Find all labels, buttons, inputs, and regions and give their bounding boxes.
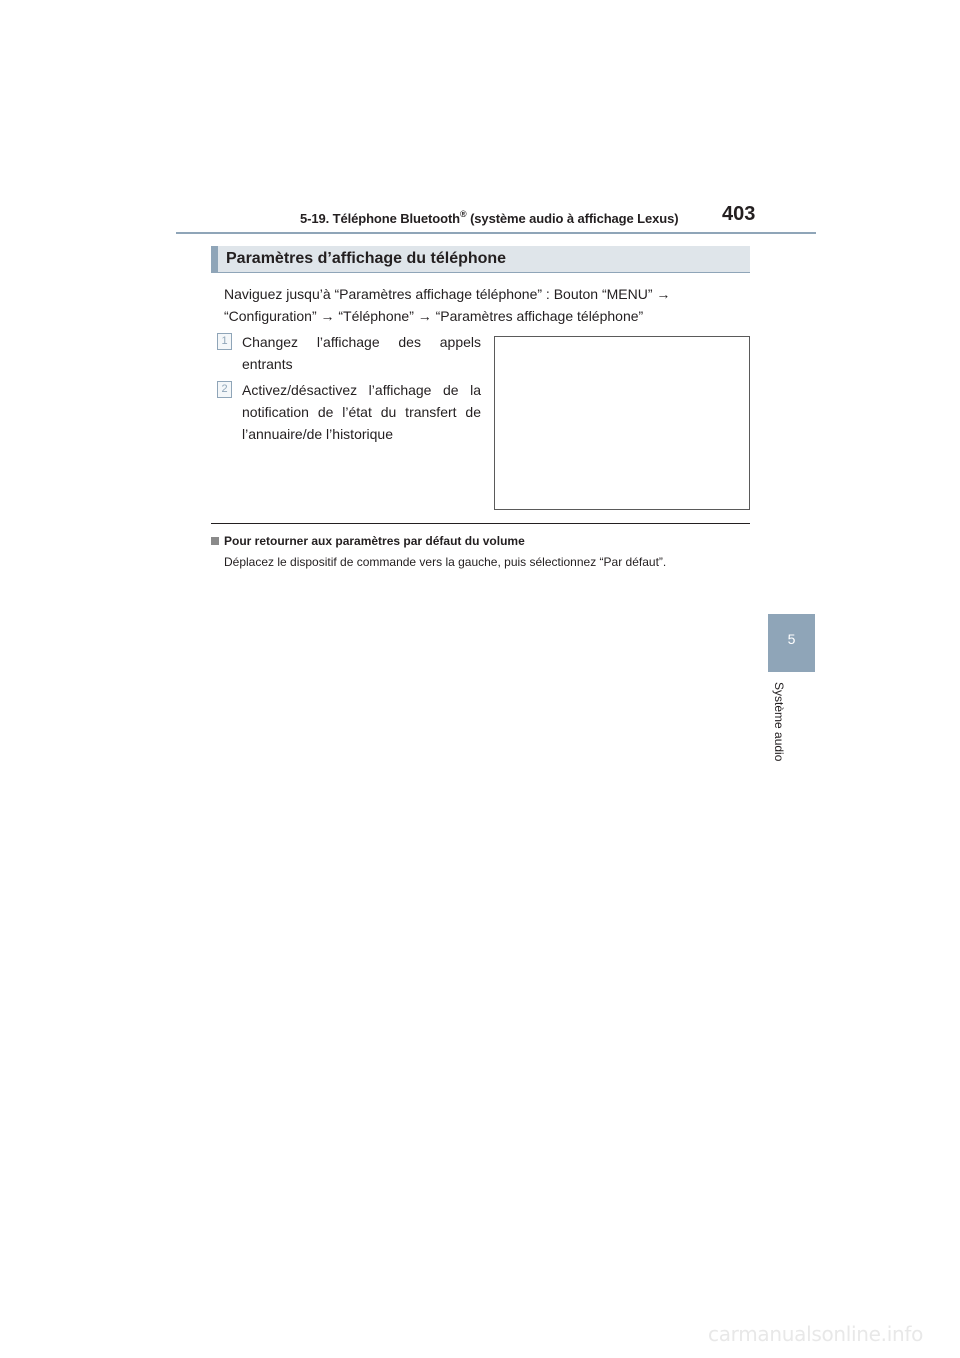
chapter-label: Système audio [772, 682, 786, 762]
footer-watermark: carmanualsonline.info [708, 1322, 924, 1346]
page-header-title: 5-19. Téléphone Bluetooth® (système audio à affichage Lexus) [300, 209, 679, 226]
square-bullet-icon [211, 537, 219, 545]
page-number: 403 [722, 203, 756, 225]
item-number-badge: 1 [217, 333, 232, 350]
note-divider [211, 523, 750, 524]
item-text: Changez l’affichage des appels entrants [242, 334, 481, 372]
screen-illustration-frame [494, 336, 750, 510]
item-text: Activez/désactivez l’affichage de la notification de l’état du transfert de l’annuaire/de l’historique [242, 382, 481, 442]
header-divider [176, 232, 816, 234]
note-title: Pour retourner aux paramètres par défaut du volume [211, 534, 525, 548]
chapter-tab: 5 [768, 614, 815, 672]
section-heading [211, 246, 750, 273]
navigation-path [224, 283, 724, 327]
item-number-badge: 2 [217, 381, 232, 398]
navigation-line-2: “Configuration” → “Téléphone” → “Paramètres affichage téléphone” [224, 308, 644, 324]
list-item [217, 379, 481, 449]
navigation-line-1: Naviguez jusqu’à “Paramètres affichage téléphone” : Bouton “MENU” → [224, 286, 671, 302]
list-item [217, 331, 481, 377]
note-body: Déplacez le dispositif de commande vers la gauche, puis sélectionnez “Par défaut”. [224, 555, 667, 569]
section-heading-text: Paramètres d’affichage du téléphone [226, 250, 507, 267]
